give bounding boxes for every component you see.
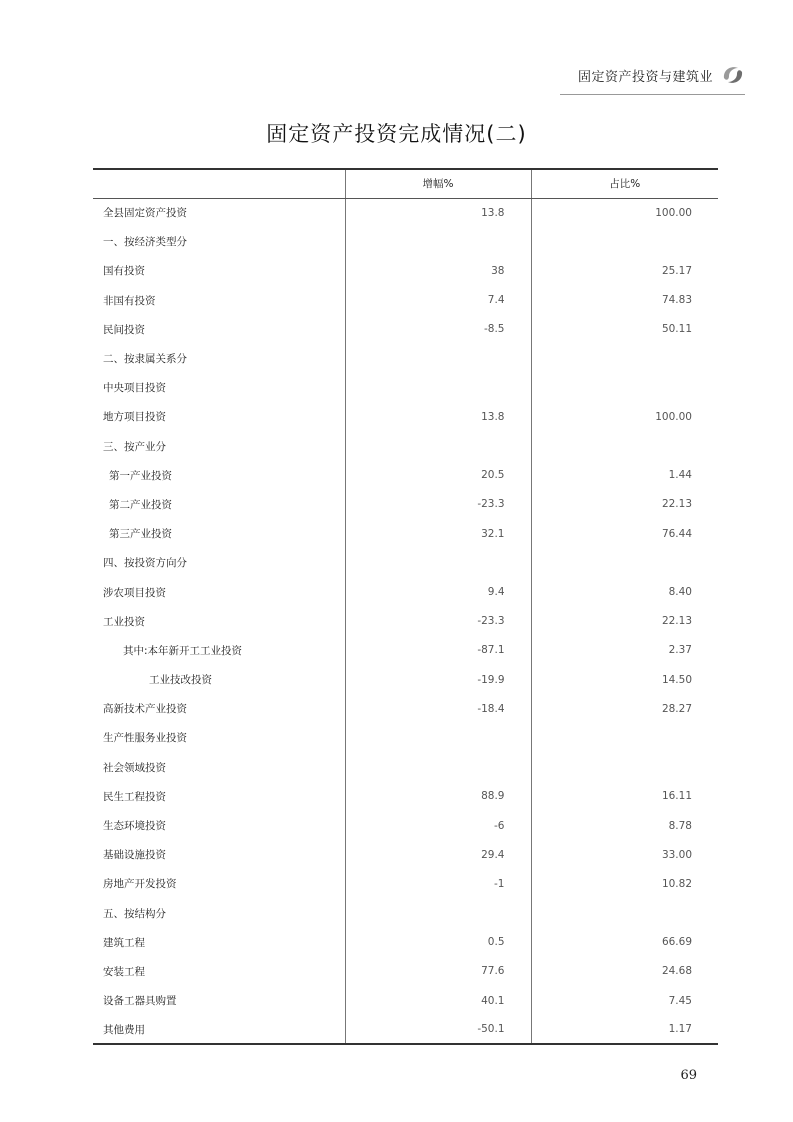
page-number: 69 [680,1068,697,1083]
table-row [93,753,718,782]
share-value: 24.68 [531,957,718,986]
growth-value [345,753,531,782]
growth-value [345,432,531,461]
row-label: 中央项目投资 [103,382,166,395]
share-value: 66.69 [531,928,718,957]
row-label: 国有投资 [103,265,145,278]
growth-value [345,344,531,373]
share-value: 1.17 [531,1015,718,1044]
growth-value [345,548,531,577]
share-value: 1.44 [531,461,718,490]
growth-value [345,723,531,752]
growth-value: 40.1 [345,986,531,1015]
header-item [93,169,345,198]
row-label: 房地产开发投资 [103,878,177,891]
share-value: 16.11 [531,782,718,811]
table-row [93,315,718,344]
share-value: 33.00 [531,840,718,869]
swirl-logo-icon [721,64,745,86]
growth-value: 13.8 [345,198,531,227]
growth-value: 88.9 [345,782,531,811]
row-label: 其中:本年新开工工业投资 [123,644,243,657]
share-value [531,227,718,256]
growth-value: 0.5 [345,928,531,957]
share-value: 74.83 [531,286,718,315]
table-row [93,636,718,665]
growth-value: -1 [345,869,531,898]
share-value: 8.78 [531,811,718,840]
row-label: 安装工程 [103,965,145,978]
table-row [93,607,718,636]
investment-table [93,168,718,1045]
share-value: 22.13 [531,490,718,519]
share-value: 10.82 [531,869,718,898]
growth-value: 38 [345,256,531,285]
row-label: 民生工程投资 [103,790,166,803]
growth-value [345,227,531,256]
share-value [531,723,718,752]
row-label: 二、按隶属关系分 [103,353,187,366]
table-row [93,256,718,285]
growth-value: 20.5 [345,461,531,490]
row-label: 基础设施投资 [103,849,166,862]
table-row [93,198,718,227]
header-share: 占比% [531,169,718,198]
growth-value: 29.4 [345,840,531,869]
row-label: 高新技术产业投资 [103,703,187,716]
growth-value: -87.1 [345,636,531,665]
share-value: 100.00 [531,402,718,431]
row-label: 工业技改投资 [149,674,212,687]
table-row [93,782,718,811]
table-row [93,227,718,256]
row-label: 一、按经济类型分 [103,236,187,249]
share-value: 50.11 [531,315,718,344]
row-label: 生产性服务业投资 [103,732,187,745]
table-row [93,577,718,606]
share-value: 14.50 [531,665,718,694]
growth-value: 77.6 [345,957,531,986]
share-value: 25.17 [531,256,718,285]
table-row [93,548,718,577]
share-value [531,373,718,402]
row-label: 其他费用 [93,1015,345,1044]
table-header-row [93,169,718,198]
growth-value: -18.4 [345,694,531,723]
table-row [93,840,718,869]
share-value: 7.45 [531,986,718,1015]
share-value [531,548,718,577]
row-label: 民间投资 [103,323,145,336]
growth-value: 13.8 [345,402,531,431]
row-label: 五、按结构分 [103,907,166,920]
row-label: 工业投资 [103,615,145,628]
growth-value: -19.9 [345,665,531,694]
growth-value: 9.4 [345,577,531,606]
running-head-title: 固定资产投资与建筑业 [577,69,713,85]
table-row [93,869,718,898]
growth-value [345,899,531,928]
growth-value: 32.1 [345,519,531,548]
table-row [93,811,718,840]
row-label: 涉农项目投资 [103,586,166,599]
row-label: 三、按产业分 [103,440,166,453]
row-label: 第三产业投资 [109,528,172,541]
table-row [93,694,718,723]
share-value: 2.37 [531,636,718,665]
table-row [93,1015,718,1044]
share-value: 28.27 [531,694,718,723]
table-row [93,928,718,957]
row-label: 第一产业投资 [109,469,172,482]
header-growth: 增幅% [345,169,531,198]
row-label: 第二产业投资 [109,498,172,511]
page-title: 固定资产投资完成情况(二) [266,122,527,146]
growth-value: 7.4 [345,286,531,315]
row-label: 非国有投资 [103,294,156,307]
share-value: 8.40 [531,577,718,606]
row-label: 四、按投资方向分 [103,557,187,570]
table-row [93,986,718,1015]
growth-value: -8.5 [345,315,531,344]
row-label: 建筑工程 [103,936,145,949]
growth-value [345,373,531,402]
table-row [93,461,718,490]
table-row [93,432,718,461]
growth-value: -23.3 [345,607,531,636]
share-value [531,344,718,373]
share-value [531,899,718,928]
share-value [531,753,718,782]
table-row [93,490,718,519]
table-row [93,665,718,694]
table-row [93,723,718,752]
growth-value: -23.3 [345,490,531,519]
running-head [578,64,745,86]
share-value: 76.44 [531,519,718,548]
running-head-rule [560,94,745,95]
share-value: 100.00 [531,198,718,227]
row-label: 全县固定资产投资 [103,207,187,220]
growth-value: -50.1 [345,1015,531,1044]
row-label: 社会领域投资 [103,761,166,774]
row-label: 生态环境投资 [103,820,166,833]
row-label: 设备工器具购置 [103,995,177,1008]
share-value: 22.13 [531,607,718,636]
table-row [93,899,718,928]
row-label: 地方项目投资 [103,411,166,424]
growth-value: -6 [345,811,531,840]
table-row [93,519,718,548]
table-row [93,344,718,373]
table-row [93,373,718,402]
table-row [93,402,718,431]
table-row [93,957,718,986]
table-row [93,286,718,315]
share-value [531,432,718,461]
